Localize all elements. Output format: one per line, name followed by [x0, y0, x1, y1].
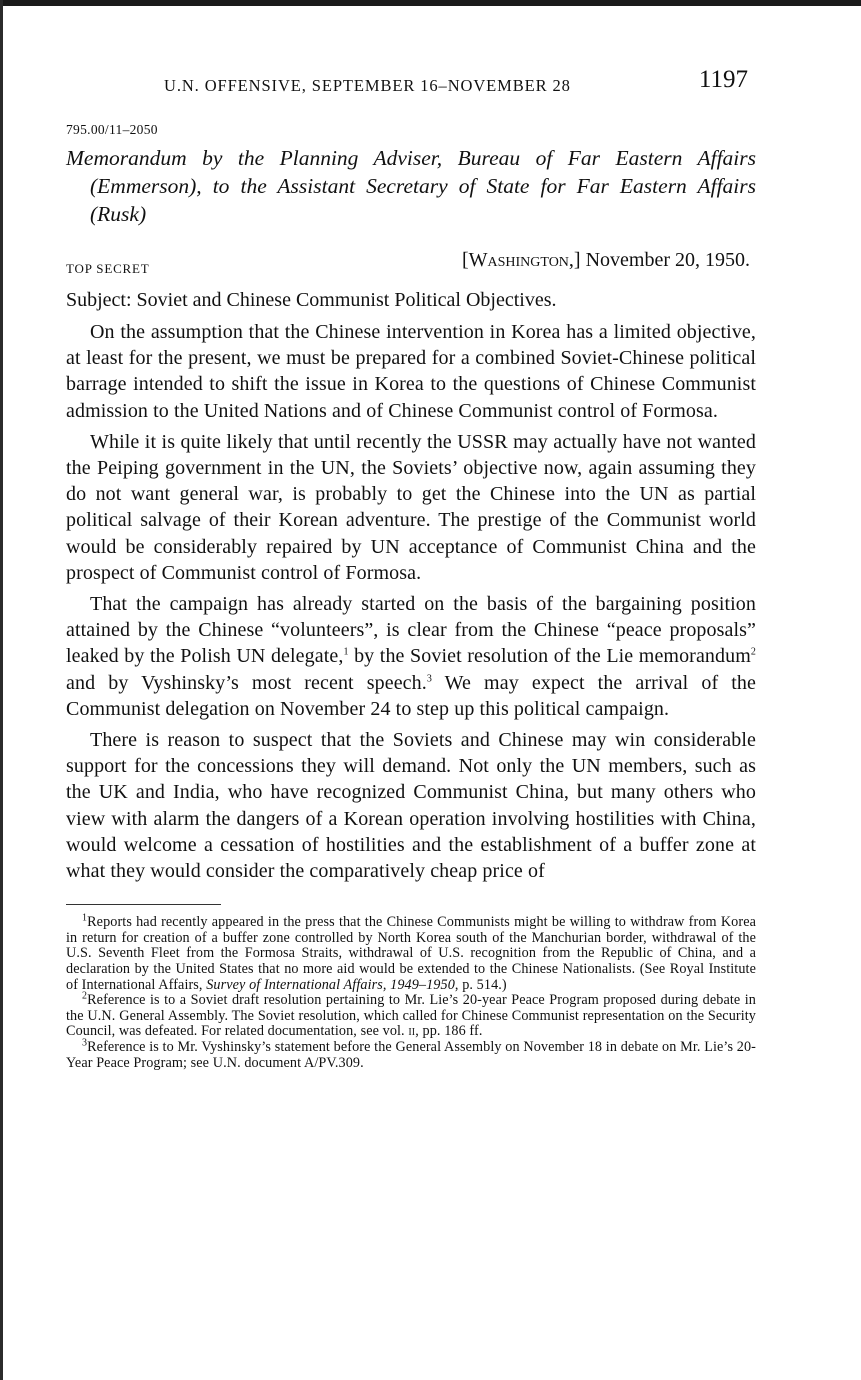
- paragraph-2: While it is quite likely that until recently the USSR may actually have not wanted the Peiping government in the UN, the Soviets’ objective now, again assuming they do not want general war, is probably to get the Chinese into the UN as partial political salvage of their Korean adventure. The prestige of the Communist world would be considerably repaired by UN acceptance of Communist China and the prospect of Communist control of Formosa.: [66, 430, 756, 584]
- dateline-open: [: [461, 249, 469, 271]
- page-number: 1197: [698, 66, 748, 93]
- footnote-2-end: , pp. 186 ff.: [415, 1023, 483, 1040]
- subject-text: Soviet and Chinese Communist Political Objectives.: [136, 289, 557, 311]
- footnote-3-number: 3: [82, 1037, 88, 1049]
- footnote-3: [66, 1037, 756, 1071]
- footnote-1-end: , p. 514.): [454, 976, 507, 993]
- classification-dateline-row: [66, 249, 756, 279]
- footnote-3-text: Reference is to Mr. Vyshinsky’s statement before the General Assembly on November 18 in debate on Mr. Lie’s 20-Year Peace Program; see U.N. document A/PV.309.: [66, 1039, 756, 1071]
- paragraph-1: On the assumption that the Chinese intervention in Korea has a limited objective, at least for the present, we must be prepared for a combined Soviet-Chinese political barrage intended to shift the issue in Korea to the questions of Chinese Communist admission to the United Nations and of Chinese Communist control of Formosa.: [66, 321, 756, 422]
- footnote-1-publication: Survey of International Affairs, 1949–1950: [206, 976, 455, 993]
- dateline-date: ,] November 20, 1950.: [568, 249, 750, 271]
- paragraph-4: There is reason to suspect that the Soviets and Chinese may win considerable support for the concessions they will demand. Not only the UN members, such as the UK and India, who have recognized Communist China, but many others who view with alarm the dangers of a Korean operation involving hostilities with China, would welcome a cessation of hostilities and the establishment of a buffer zone at what they would consider the comparatively cheap price of: [66, 729, 756, 883]
- dateline: [462, 249, 750, 272]
- footnote-1: [66, 912, 756, 993]
- footnote-2-number: 2: [82, 990, 88, 1002]
- running-head: U.N. OFFENSIVE, SEPTEMBER 16–NOVEMBER 28: [164, 76, 571, 95]
- scan-top-border: [0, 0, 861, 6]
- paragraph-3-part-c: and by Vyshinsky’s most recent speech.: [66, 671, 427, 694]
- paragraph-3-part-b: by the Soviet resolution of the Lie memorandum: [348, 645, 751, 668]
- footnote-2-volume: ii: [408, 1023, 416, 1040]
- page-header: [66, 62, 756, 102]
- classification-marking: TOP SECRET: [66, 261, 150, 276]
- footnote-2-text: Reference is to a Soviet draft resolution pertaining to Mr. Lie’s 20-year Peace Program proposed during debate in the U.N. General Assembly. The Soviet resolution, which called for Chinese Communist representation on the Security Council, was defeated. For related documentation, see vol.: [66, 992, 756, 1040]
- file-number: 795.00/11–2050: [66, 122, 158, 137]
- paragraph-3: [66, 591, 756, 722]
- memo-body: [66, 319, 756, 884]
- paragraph-3-part-a: That the campaign has already started on the basis of the bargaining position attained by the Chinese “volunteers”, is clear from the Chinese “peace proposals” leaked by the Polish UN delegate,: [66, 593, 756, 668]
- footnote-1-number: 1: [82, 912, 88, 924]
- document-page: [66, 62, 756, 1071]
- scan-left-border: [0, 0, 3, 1380]
- footnotes: [66, 912, 756, 1071]
- footnote-1-text: Reports had recently appeared in the press that the Chinese Communists might be willing to withdraw from Korea in return for creation of a buffer zone controlled by North Korea south of the Manchurian border, withdrawal of the U.S. Seventh Fleet from the Formosa Straits, withdrawal of U.S. recognition from the Republic of China, and a declaration by the United States that no more aid would be extended to the Chinese Nationalists. (See Royal Institute of International Affairs,: [66, 914, 756, 993]
- footnote-ref-1: 1: [343, 646, 349, 658]
- document-title: Memorandum by the Planning Adviser, Bureau of Far Eastern Affairs (Emmerson), to the Assistant Secretary of State for Far Eastern Affairs (Rusk): [66, 146, 756, 226]
- footnote-2: [66, 990, 756, 1040]
- subject-line: [66, 287, 756, 313]
- footnote-divider: [66, 904, 221, 905]
- subject-label: Subject:: [66, 289, 132, 311]
- dateline-place: Washington: [468, 249, 569, 271]
- footnote-ref-2: 2: [750, 646, 756, 658]
- paragraph-3-part-d: We may expect the arrival of the Communist delegation on November 24 to step up this political campaign.: [66, 671, 756, 720]
- footnote-ref-3: 3: [426, 672, 432, 684]
